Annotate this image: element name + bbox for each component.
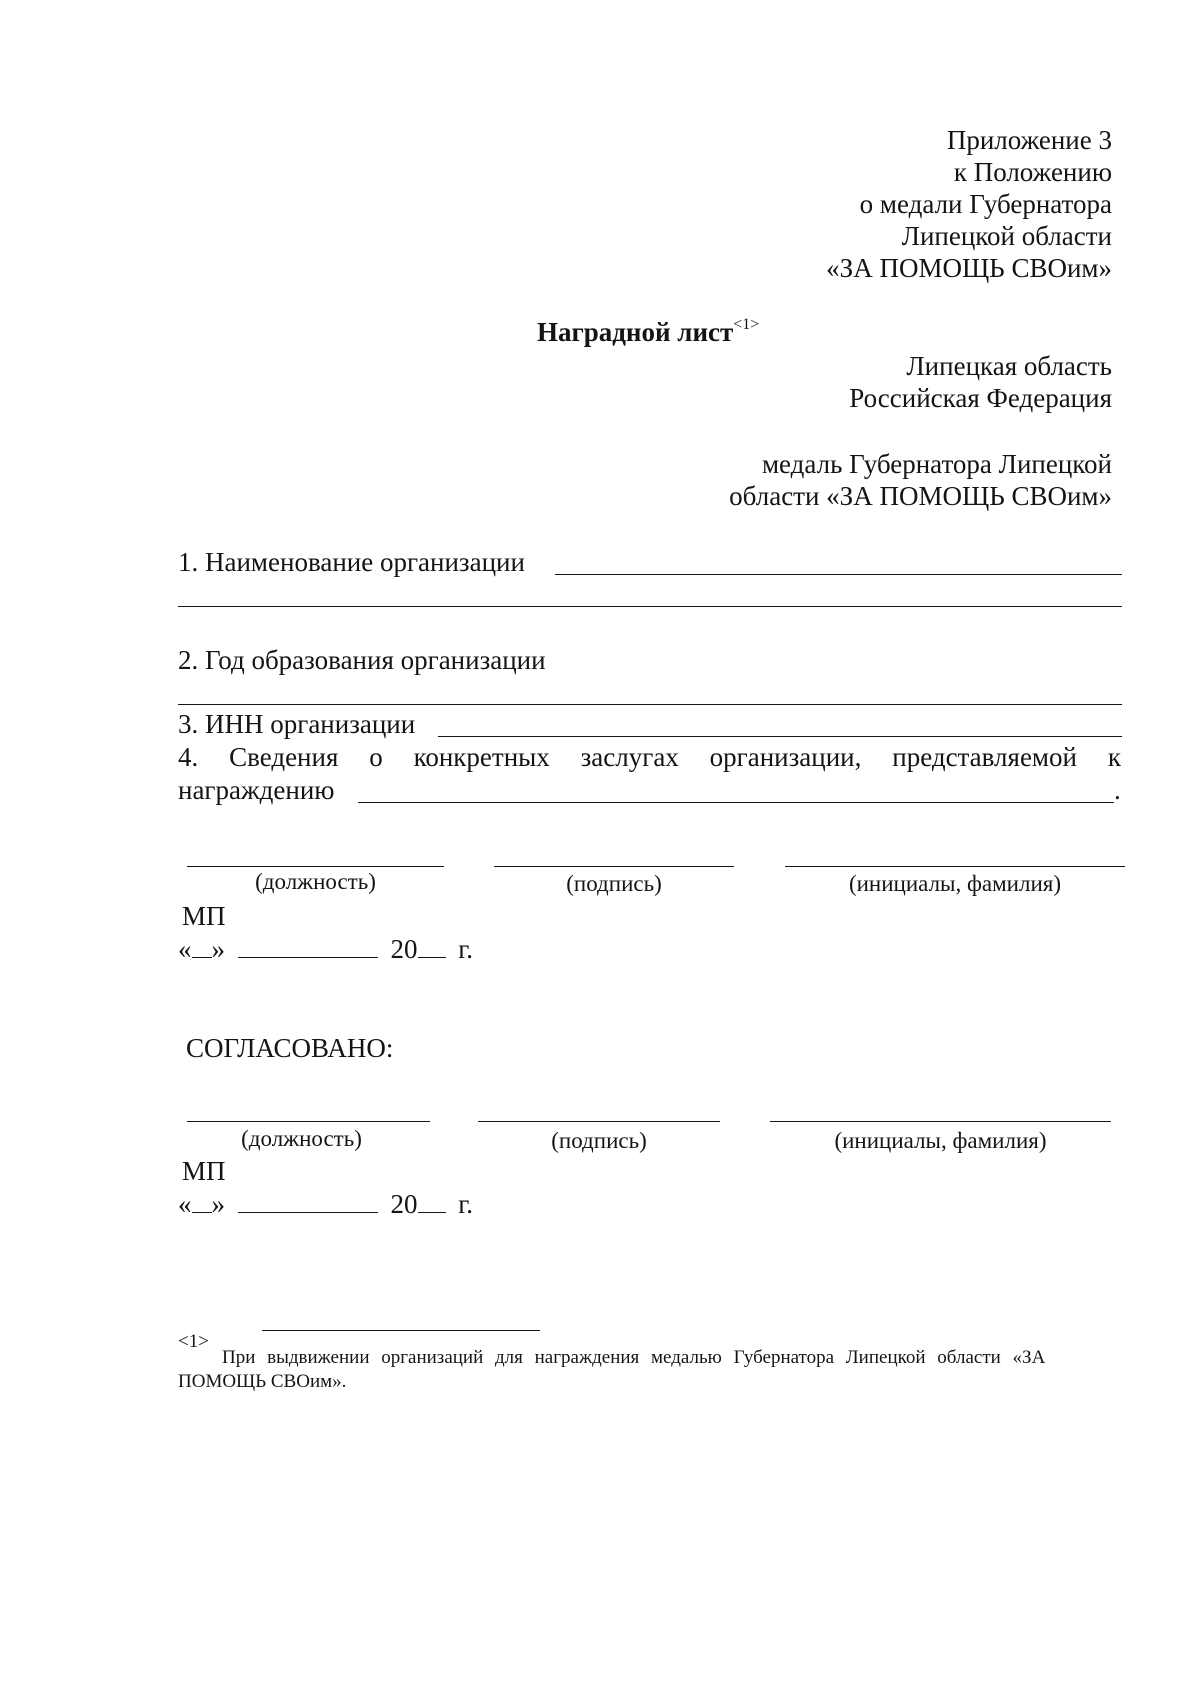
footnote-separator xyxy=(262,1330,540,1331)
approval-name-caption: (инициалы, фамилия) xyxy=(834,1128,1047,1153)
org-name-input-line[interactable] xyxy=(555,574,1122,575)
org-name-input-line-2[interactable] xyxy=(178,606,1122,607)
appendix-header xyxy=(826,124,1112,284)
footnote-mark: <1> xyxy=(178,1331,209,1352)
approval-date-line xyxy=(178,1188,473,1220)
signature-caption: (подпись) xyxy=(566,871,662,896)
merits-word: к xyxy=(1107,742,1121,772)
date-suffix: г. xyxy=(458,1189,474,1219)
footnote-line-2: ПОМОЩЬ СВОим». xyxy=(178,1371,347,1392)
approval-label: СОГЛАСОВАНО: xyxy=(186,1033,394,1063)
merits-word: представляемой xyxy=(892,742,1077,772)
appendix-line: к Положению xyxy=(953,157,1112,187)
date-open-quote: « xyxy=(178,934,192,964)
region-line-2: Российская Федерация xyxy=(849,383,1112,413)
month-input-line[interactable] xyxy=(238,1190,378,1213)
day-input-line[interactable] xyxy=(192,1190,212,1213)
inn-input-line[interactable] xyxy=(438,736,1122,737)
merits-word: организации, xyxy=(709,742,862,772)
merits-word: конкретных xyxy=(413,742,550,772)
position-signature-line[interactable] xyxy=(187,866,444,867)
month-input-line[interactable] xyxy=(238,935,378,958)
appendix-line: Приложение 3 xyxy=(946,125,1112,155)
date-line xyxy=(178,933,473,965)
approval-signature-line[interactable] xyxy=(478,1121,720,1122)
appendix-line: о медали Губернатора xyxy=(859,189,1112,219)
title-footnote-mark: <1> xyxy=(733,316,760,333)
date-close-quote: » xyxy=(211,934,225,964)
date-suffix: г. xyxy=(458,934,474,964)
date-open-quote: « xyxy=(178,1189,192,1219)
region-line-1: Липецкая область xyxy=(906,351,1112,381)
name-signature-line[interactable] xyxy=(785,866,1125,867)
year-suffix-input-line[interactable] xyxy=(418,935,446,958)
date-year-prefix: 20 xyxy=(390,934,418,964)
seal-label: МП xyxy=(182,901,226,931)
merits-input-line[interactable] xyxy=(358,802,1114,803)
merits-word: 4. xyxy=(178,742,199,772)
merits-end-dot: . xyxy=(1114,775,1121,805)
award-line-2: области «ЗА ПОМОЩЬ СВОим» xyxy=(729,481,1112,511)
approval-position-caption: (должность) xyxy=(241,1126,362,1151)
approval-signature-caption: (подпись) xyxy=(551,1128,647,1153)
page-title xyxy=(537,316,759,353)
footnote-text-1: При выдвижении организаций для награждения медалью Губернатора Липецкой области «ЗА xyxy=(222,1347,1046,1368)
merits-label-line-2: награждению xyxy=(178,775,335,805)
approval-name-signature-line[interactable] xyxy=(770,1121,1111,1122)
appendix-line: Липецкой области xyxy=(901,221,1112,251)
inn-label: 3. ИНН организации xyxy=(178,709,416,739)
year-label: 2. Год образования организации xyxy=(178,645,546,675)
title-text: Наградной лист xyxy=(537,317,734,347)
approval-position-signature-line[interactable] xyxy=(187,1121,430,1122)
merits-word: о xyxy=(369,742,383,772)
footnote-line-1 xyxy=(222,1346,1122,1370)
signature-line[interactable] xyxy=(494,866,734,867)
year-suffix-input-line[interactable] xyxy=(418,1190,446,1213)
award-block xyxy=(729,448,1112,512)
name-caption: (инициалы, фамилия) xyxy=(848,871,1062,896)
merits-word: Сведения xyxy=(229,742,339,772)
region-block xyxy=(849,350,1112,414)
appendix-line: «ЗА ПОМОЩЬ СВОим» xyxy=(826,253,1112,283)
award-line-1: медаль Губернатора Липецкой xyxy=(761,449,1112,479)
merits-label-line xyxy=(178,741,1121,773)
year-input-line[interactable] xyxy=(178,704,1122,705)
org-name-label: 1. Наименование организации xyxy=(178,547,525,577)
position-caption: (должность) xyxy=(255,869,376,894)
date-year-prefix: 20 xyxy=(390,1189,418,1219)
day-input-line[interactable] xyxy=(192,935,212,958)
approval-seal-label: МП xyxy=(182,1156,226,1186)
date-close-quote: » xyxy=(211,1189,225,1219)
merits-word: заслугах xyxy=(580,742,679,772)
